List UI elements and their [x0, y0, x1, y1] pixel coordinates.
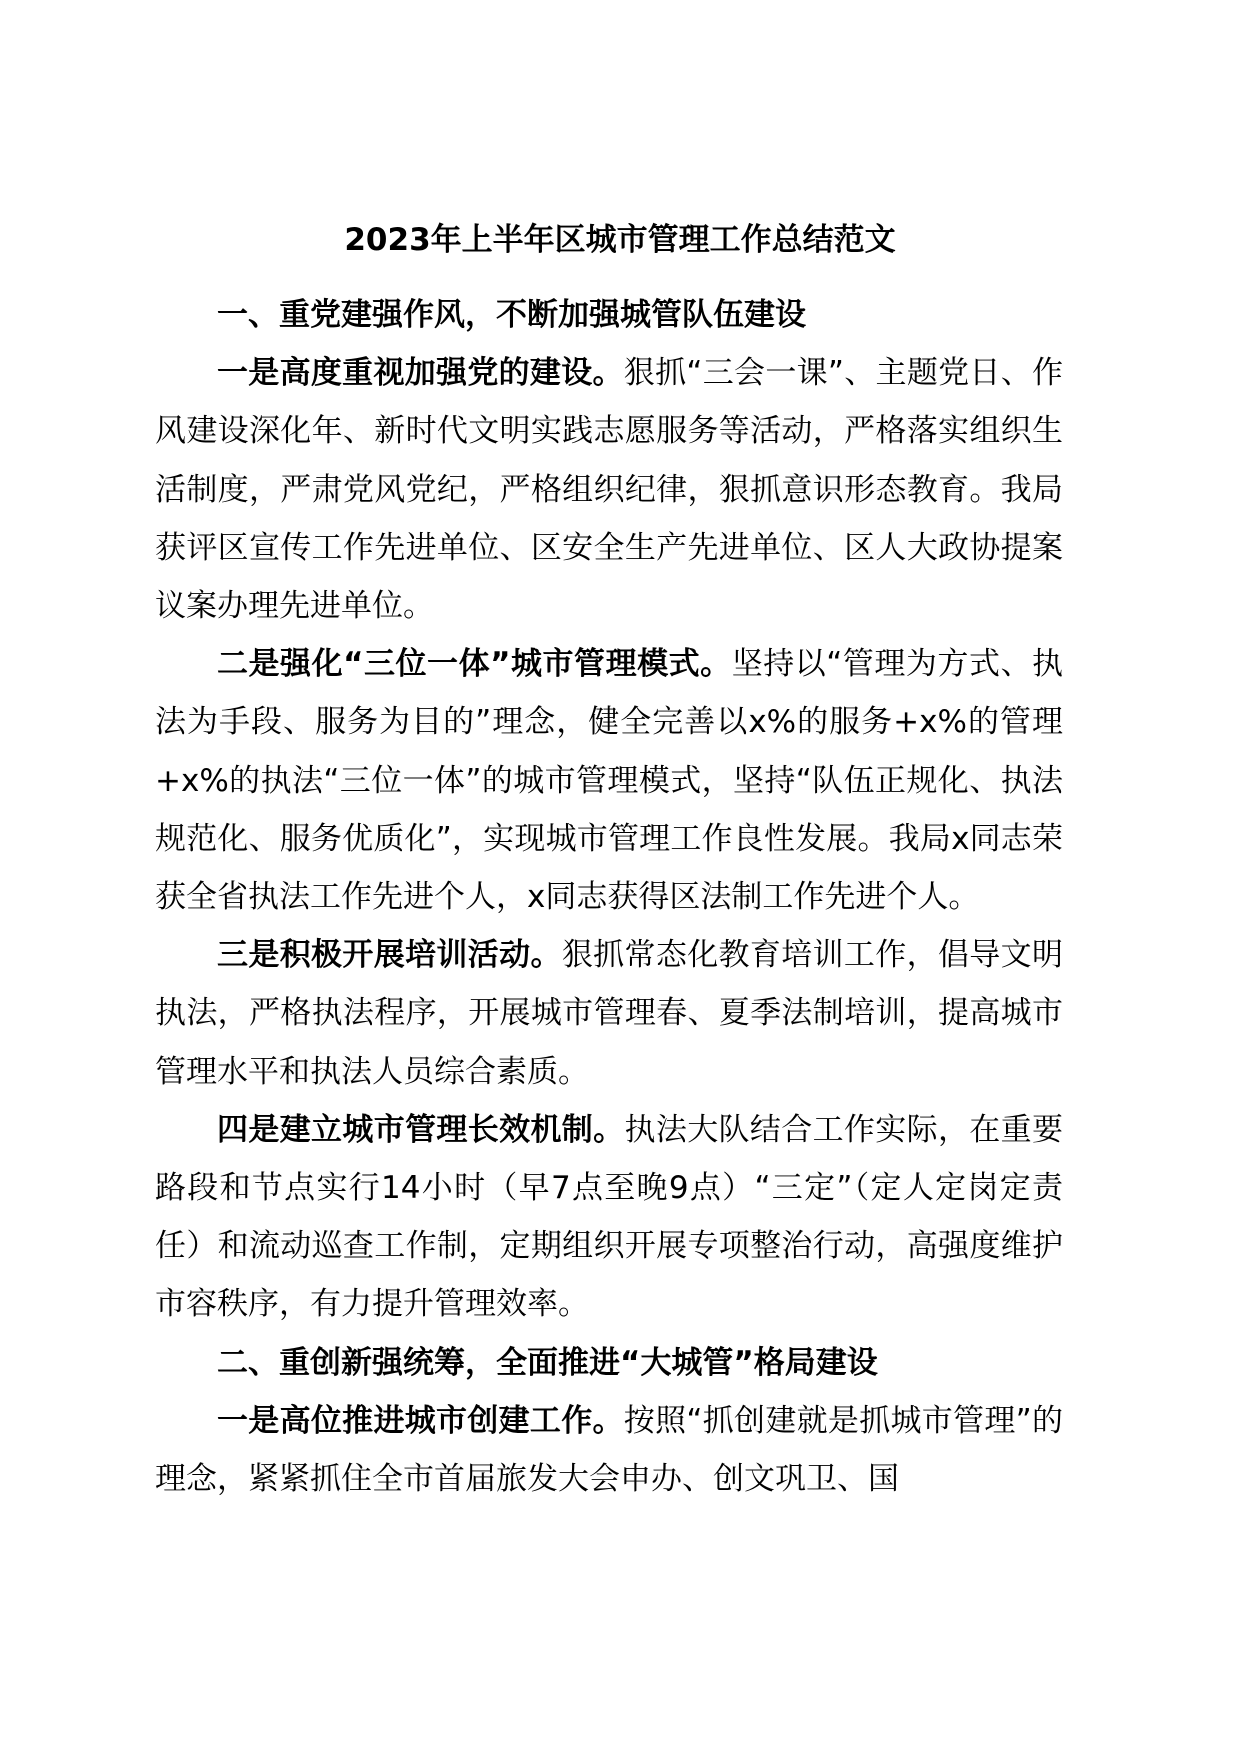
paragraph-text: 按照“抓创建就是抓城市管理”的理念，紧紧抓住全市首届旅发大会申办、创文巩卫、国 — [155, 1402, 1063, 1498]
paragraph-lead: 四是建立城市管理长效机制。 — [217, 1111, 625, 1148]
paragraph — [155, 926, 1063, 1101]
paragraph-lead: 一是高位推进城市创建工作。 — [217, 1402, 624, 1439]
paragraph-text: 执法大队结合工作实际，在重要路段和节点实行14小时（早7点至晚9点）“三定”（定人定岗定责任）和流动巡查工作制，定期组织开展专项整治行动，高强度维护市容秩序，有力提升管理效率。 — [155, 1111, 1063, 1323]
paragraph-lead: 一是高度重视加强党的建设。 — [217, 355, 624, 392]
paragraph-text: 狠抓“三会一课”、主题党日、作风建设深化年、新时代文明实践志愿服务等活动，严格落实组织生活制度，严肃党风党纪，严格组织纪律，狠抓意识形态教育。我局获评区宣传工作先进单位、区安全生产先进单位、区人大政协提案议案办理先进单位。 — [155, 355, 1063, 625]
paragraph-lead: 二是强化“三位一体”城市管理模式。 — [217, 646, 732, 683]
section-heading: 一、重党建强作风，不断加强城管队伍建设 — [217, 297, 806, 333]
paragraph-lead: 三是积极开展培训活动。 — [217, 937, 562, 974]
document-body — [155, 286, 1063, 1508]
paragraph-text: 坚持以“管理为方式、执法为手段、服务为目的”理念，健全完善以x%的服务+x%的管理+x%的执法“三位一体”的城市管理模式，坚持“队伍正规化、执法规范化、服务优质化”，实现城市管理工作良性发展。我局x同志荣获全省执法工作先进个人，x同志获得区法制工作先进个人。 — [155, 646, 1064, 916]
paragraph — [155, 344, 1063, 635]
document-title: 2023年上半年区城市管理工作总结范文 — [344, 222, 896, 258]
paragraph — [155, 1392, 1063, 1508]
paragraph-text: 狠抓常态化教育培训工作，倡导文明执法，严格执法程序，开展城市管理春、夏季法制培训，提高城市管理水平和执法人员综合素质。 — [155, 937, 1064, 1090]
paragraph — [155, 1101, 1063, 1334]
paragraph — [155, 635, 1063, 926]
section-heading: 二、重创新强统筹，全面推进“大城管”格局建设 — [217, 1344, 878, 1381]
